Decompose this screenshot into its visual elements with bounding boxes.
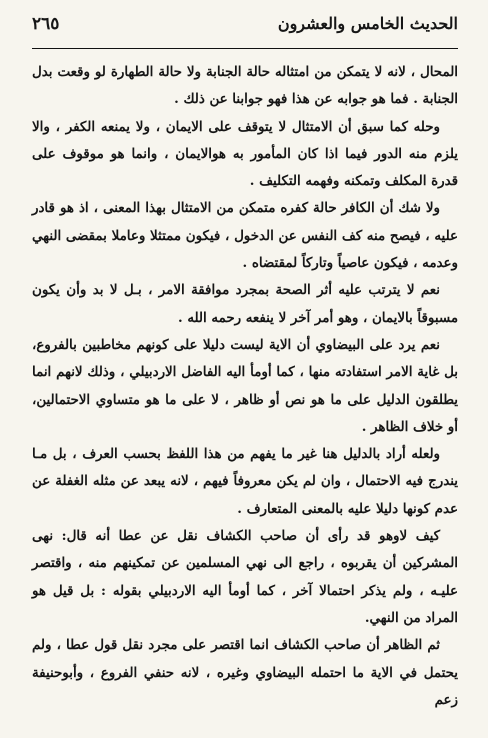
paragraph: ولعله أراد بالدليل هنا غير ما يفهم من هذا اللفظ بحسب العرف ، بل مـا يندرج فيه الاحتمال ، وان لم يكن معروفاً فيهم ، لانه يبعد عن مثله الغفلة عن عدم كونها دليلا عليه بالمعنى المتعارف . [32,446,458,517]
header-rule [32,48,458,49]
page-header [32,14,458,48]
paragraph: ولا شك أن الكافر حالة كفره متمكن من الامتثال بهذا المعنى ، اذ هو قادر عليه ، فيصح منه كف النفس عن الدخول ، فيكون ممتثلا وعاملا بمقضى النهي وعدمه ، فيكون عاصياً وتاركاً لمقتضاه . [32,200,458,272]
page-number: ٢٦٥ [32,14,60,34]
paragraph: نعم لا يترتب عليه أثر الصحة بمجرد موافقة الامر ، بـل لا بد وأن يكون مسبوقاً بالايمان ، وهو أمر آخر لا ينفعه رحمه الله . [32,282,458,326]
paragraph: كيف لاوهو قد رأى أن صاحب الكشاف نقل عن عطا أنه قال: نهى المشركين أن يقربوه ، راجع الى نهي المسلمين عن تمكينهم منه ، واقتصر عليـه ، ولم يذكر احتمالا آخر ، كما أومأ اليه الاردبيلي بقوله : بل قيل هو المراد من النهي. [32,528,458,626]
running-title: الحديث الخامس والعشرون [277,14,458,33]
paragraph: ثم الظاهر أن صاحب الكشاف انما اقتصر على مجرد نقل قول عطا ، ولم يحتمل في الاية ما احتمله البيضاوي وغيره ، لانه حنفي الفروع ، وأبوحنيفة زعم [32,637,458,708]
body-text [32,59,458,714]
paragraph: المحال ، لانه لا يتمكن من امتثاله حالة الجنابة ولا حالة الطهارة لو وقعت بدل الجنابة . فما هو جوابه عن هذا فهو جوابنا عن ذلك . [32,64,458,108]
paragraph: نعم يرد على البيضاوي أن الاية ليست دليلا على كونهم مخاطبين بالفروع، بل غاية الامر استفادته منها ، كما أومأ اليه الفاضل الاردبيلي ، وذلك لانهم انما يطلقون الدليل على ما هو نص أو ظاهر ، لا على ما هو متساوي الاحتمالين، أو خلاف الظاهر . [32,336,458,435]
paragraph: وحله كما سبق أن الامتثال لا يتوقف على الايمان ، ولا يمنعه الكفر ، والا يلزم منه الدور فيما اذا كان المأمور به هوالايمان ، وانما هو موقوف على قدرة المكلف وتمكنه وفهمه التكليف . [32,118,458,190]
